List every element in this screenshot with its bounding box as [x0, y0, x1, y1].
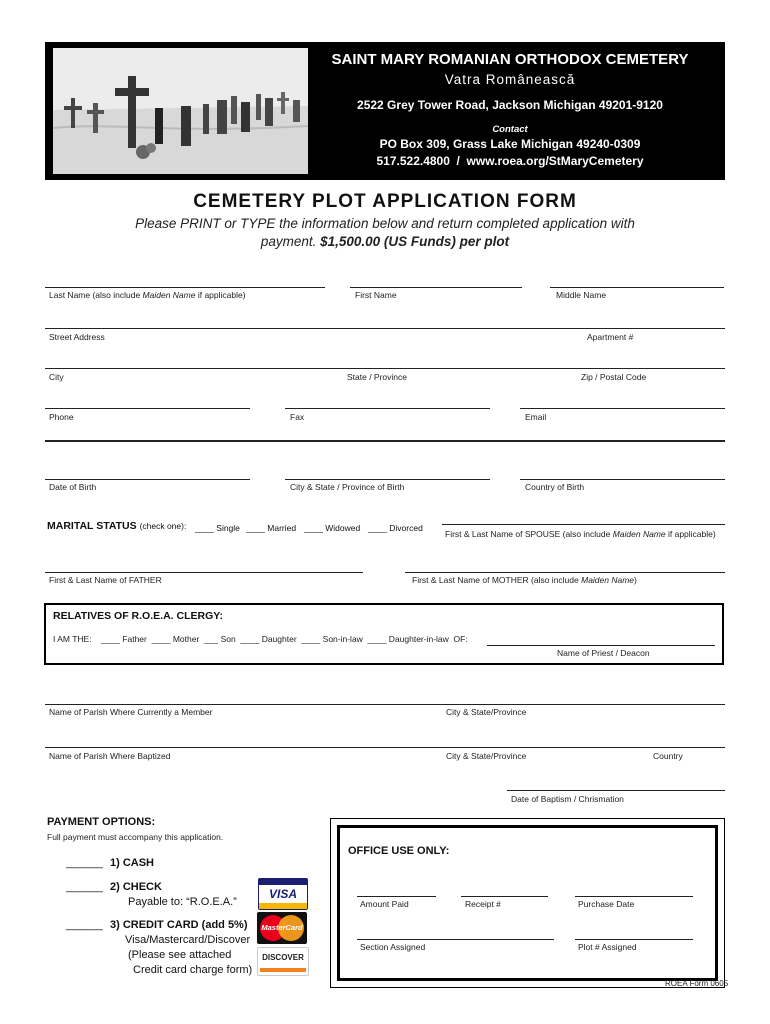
- fax-label: Fax: [290, 412, 305, 422]
- receipt-field[interactable]: [461, 896, 548, 897]
- cash-blank[interactable]: ______: [66, 857, 103, 869]
- amount-paid-field[interactable]: [357, 896, 436, 897]
- mother-field[interactable]: [405, 572, 725, 573]
- birth-city-label: City & State / Province of Birth: [290, 482, 405, 492]
- dob-label: Date of Birth: [49, 482, 97, 492]
- middle-name-field[interactable]: [550, 287, 724, 288]
- amount-paid-label: Amount Paid: [360, 899, 409, 909]
- baptism-date-field[interactable]: [507, 790, 725, 791]
- married-option[interactable]: ____ Married: [246, 523, 297, 533]
- city-state-zip-field[interactable]: [45, 368, 725, 369]
- spouse-label: First & Last Name of SPOUSE (also include Maiden Name if applicable): [445, 529, 716, 539]
- city-label: City: [49, 372, 64, 382]
- form-title: CEMETERY PLOT APPLICATION FORM: [193, 191, 577, 212]
- purchase-date-label: Purchase Date: [578, 899, 635, 909]
- credit-note-1: (Please see attached: [128, 949, 232, 961]
- first-name-field[interactable]: [350, 287, 522, 288]
- birth-country-label: Country of Birth: [525, 482, 585, 492]
- check-option: 2) CHECK: [110, 881, 162, 893]
- section-assigned-label: Section Assigned: [360, 942, 426, 952]
- parish-baptized-city-label: City & State/Province: [446, 751, 527, 761]
- priest-name-field[interactable]: [487, 645, 715, 646]
- discover-logo: DISCOVER: [257, 947, 309, 976]
- plot-assigned-field[interactable]: [575, 939, 693, 940]
- cemetery-name: SAINT MARY ROMANIAN ORTHODOX CEMETERY: [331, 51, 689, 68]
- mother-label: First & Last Name of MOTHER (also include Maiden Name): [412, 575, 637, 585]
- priest-label: Name of Priest / Deacon: [557, 648, 650, 658]
- payment-note: Full payment must accompany this application.: [47, 832, 224, 842]
- contact-label: Contact: [492, 124, 528, 135]
- mastercard-logo: MasterCard: [257, 912, 307, 944]
- phone-web: 517.522.4800 / www.roea.org/StMaryCemetery: [376, 154, 644, 168]
- office-use-title: OFFICE USE ONLY:: [348, 845, 450, 857]
- street-address-label: Street Address: [49, 332, 105, 342]
- instructions-line-2: payment. $1,500.00 (US Funds) per plot: [260, 234, 510, 249]
- cemetery-address: 2522 Grey Tower Road, Jackson Michigan 49201-9120: [357, 98, 663, 112]
- clergy-relatives-title: RELATIVES OF R.O.E.A. CLERGY:: [53, 610, 223, 622]
- spouse-field[interactable]: [442, 524, 725, 525]
- instructions-line-1: Please PRINT or TYPE the information below and return completed application with: [135, 216, 635, 231]
- credit-option: 3) CREDIT CARD (add 5%): [110, 919, 248, 931]
- phone-field[interactable]: [45, 408, 250, 409]
- father-field[interactable]: [45, 572, 363, 573]
- purchase-date-field[interactable]: [575, 896, 693, 897]
- parish-member-field[interactable]: [45, 704, 725, 705]
- cemetery-image: [53, 48, 308, 174]
- parish-country-label: Country: [653, 751, 683, 761]
- state-label: State / Province: [347, 372, 408, 382]
- birth-city-field[interactable]: [285, 479, 490, 480]
- payment-title: PAYMENT OPTIONS:: [47, 816, 156, 828]
- apartment-label: Apartment #: [587, 332, 634, 342]
- middle-name-label: Middle Name: [556, 290, 607, 300]
- credit-note-2: Credit card charge form): [133, 964, 253, 976]
- divorced-option[interactable]: ____ Divorced: [368, 523, 423, 533]
- section-assigned-field[interactable]: [357, 939, 554, 940]
- email-label: Email: [525, 412, 547, 422]
- zip-label: Zip / Postal Code: [581, 372, 647, 382]
- clergy-relation-options[interactable]: I AM THE: ____ Father ____ Mother ___ Son ____ Daughter ____ Son-in-law ____ Daughter-in-law OF:: [53, 634, 468, 644]
- father-label: First & Last Name of FATHER: [49, 575, 162, 585]
- plot-price: $1,500.00 (US Funds) per plot: [320, 234, 510, 249]
- parish-member-city-label: City & State/Province: [446, 707, 527, 717]
- check-blank[interactable]: ______: [66, 881, 103, 893]
- plot-assigned-label: Plot # Assigned: [578, 942, 637, 952]
- receipt-label: Receipt #: [465, 899, 501, 909]
- visa-logo: VISA: [258, 878, 308, 910]
- section-divider: [45, 440, 725, 442]
- last-name-field[interactable]: [45, 287, 325, 288]
- last-name-label: Last Name (also include Maiden Name if applicable): [49, 290, 246, 300]
- parish-baptized-field[interactable]: [45, 747, 725, 748]
- cemetery-photo: [53, 48, 308, 174]
- credit-cards: Visa/Mastercard/Discover: [125, 934, 251, 946]
- marital-status-label: MARITAL STATUS (check one):: [47, 520, 187, 532]
- single-option[interactable]: ____ Single: [195, 523, 240, 533]
- parish-member-label: Name of Parish Where Currently a Member: [49, 707, 213, 717]
- birth-country-field[interactable]: [520, 479, 725, 480]
- fax-field[interactable]: [285, 408, 490, 409]
- credit-blank[interactable]: ______: [66, 919, 103, 931]
- po-box: PO Box 309, Grass Lake Michigan 49240-0309: [379, 137, 641, 151]
- cemetery-subtitle: Vatra Românească: [444, 72, 576, 87]
- widowed-option[interactable]: ____ Widowed: [304, 523, 361, 533]
- form-id: ROEA Form 0605: [665, 979, 729, 988]
- first-name-label: First Name: [355, 290, 397, 300]
- cash-option: 1) CASH: [110, 857, 155, 869]
- street-address-field[interactable]: [45, 328, 725, 329]
- dob-field[interactable]: [45, 479, 250, 480]
- phone-label: Phone: [49, 412, 74, 422]
- parish-baptized-label: Name of Parish Where Baptized: [49, 751, 171, 761]
- email-field[interactable]: [520, 408, 725, 409]
- check-payable: Payable to: “R.O.E.A.”: [128, 896, 237, 908]
- baptism-date-label: Date of Baptism / Chrismation: [511, 794, 624, 804]
